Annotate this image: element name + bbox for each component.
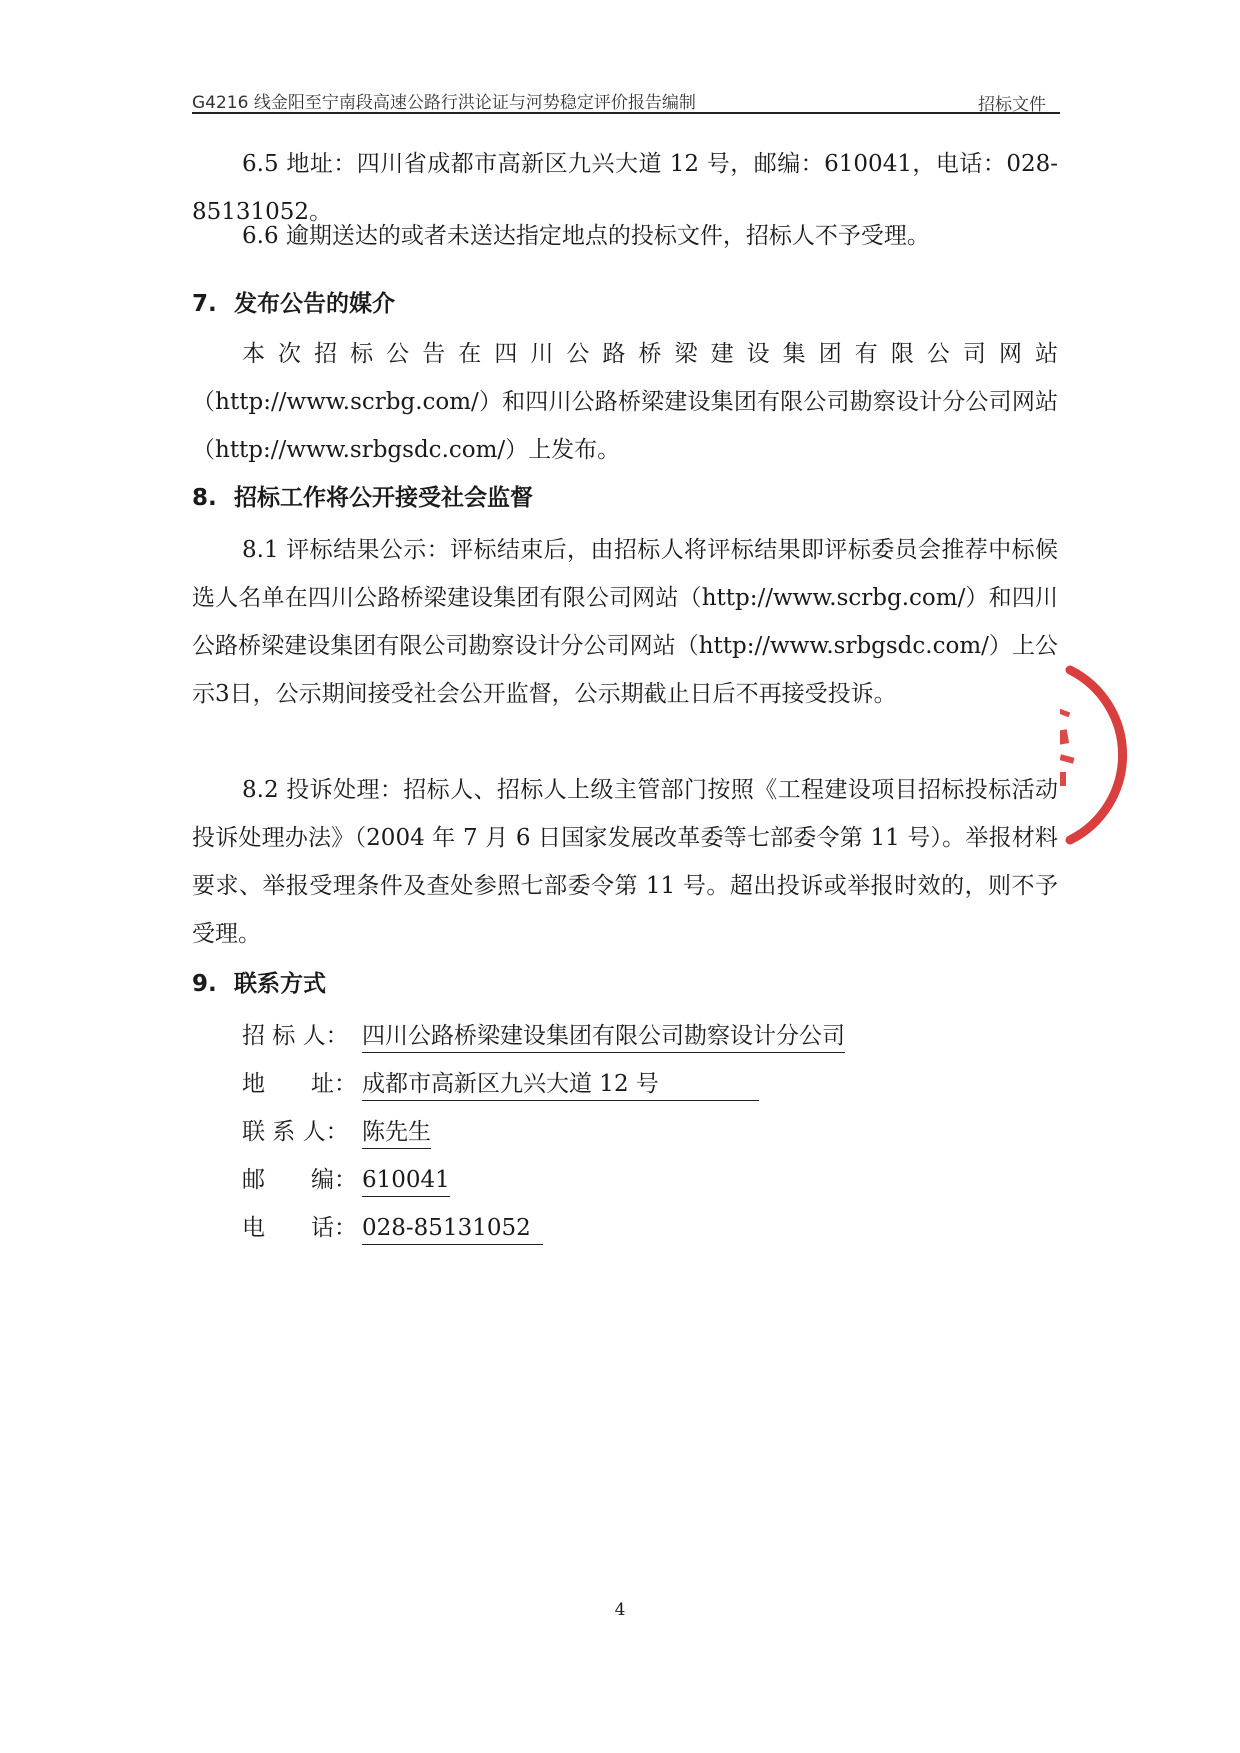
heading-number: 8. <box>192 485 217 511</box>
contact-value: 成都市高新区九兴大道 12 号 <box>362 1069 759 1101</box>
contact-person <box>242 1112 431 1152</box>
page-header <box>192 84 1060 114</box>
section-heading-7 <box>192 284 1058 324</box>
paragraph-6-6: 6.6 逾期送达的或者未送达指定地点的投标文件，招标人不予受理。 <box>242 223 930 249</box>
heading-title: 联系方式 <box>234 971 326 997</box>
paragraph-7: 本次招标公告在四川公路桥梁建设集团有限公司网站（http://www.scrbg.com/）和四川公路桥梁建设集团有限公司勘察设计分公司网站（http://www.srbgsdc.com/）上发布。 <box>192 341 1058 463</box>
contact-label: 电 话： <box>242 1215 357 1241</box>
header-title: G4216 线金阳至宁南段高速公路行洪论证与河势稳定评价报告编制 <box>192 93 696 113</box>
contact-label: 邮 编： <box>242 1167 357 1193</box>
heading-title: 发布公告的媒介 <box>234 291 395 317</box>
red-seal-stamp <box>1060 660 1190 850</box>
paragraph-6-5: 6.5 地址：四川省成都市高新区九兴大道 12 号，邮编：610041，电话：028-85131052。 <box>192 151 1058 225</box>
contact-value: 610041 <box>362 1165 450 1197</box>
contact-value: 四川公路桥梁建设集团有限公司勘察设计分公司 <box>362 1021 845 1053</box>
page-number: 4 <box>614 1600 626 1620</box>
contact-phone <box>242 1208 543 1248</box>
contact-value: 028-85131052 <box>362 1213 543 1245</box>
paragraph-8-1: 8.1 评标结果公示：评标结束后，由招标人将评标结果即评标委员会推荐中标候选人名单在四川公路桥梁建设集团有限公司网站（http://www.scrbg.com/）和四川公路桥梁建设集团有限公司勘察设计分公司网站（http://www.srbgsdc.com/）上公示3日，公示期间接受社会公开监督，公示期截止日后不再接受投诉。 <box>192 537 1058 707</box>
paragraph-8-2: 8.2 投诉处理：招标人、招标人上级主管部门按照《工程建设项目招标投标活动投诉处理办法》（2004 年 7 月 6 日国家发展改革委等七部委令第 11 号）。举报材料要求、举报受理条件及查处参照七部委令第 11 号。超出投诉或举报时效的，则不予受理。 <box>192 777 1058 947</box>
heading-number: 7. <box>192 291 217 317</box>
contact-label: 地 址： <box>242 1071 357 1097</box>
heading-number: 9. <box>192 971 217 997</box>
contact-tenderer <box>242 1016 845 1056</box>
section-heading-9 <box>192 964 1058 1004</box>
contact-label: 联 系 人： <box>242 1119 349 1145</box>
seal-arc <box>1070 670 1123 840</box>
contact-postcode <box>242 1160 450 1200</box>
contact-address <box>242 1064 759 1104</box>
contact-label: 招 标 人： <box>242 1023 349 1049</box>
heading-title: 招标工作将公开接受社会监督 <box>234 485 533 511</box>
seal-glyph-marks <box>1060 708 1075 786</box>
header-rule <box>192 112 1060 114</box>
header-doc-type: 招标文件 <box>978 95 1046 115</box>
section-heading-8 <box>192 478 1058 518</box>
contact-value: 陈先生 <box>362 1117 431 1149</box>
